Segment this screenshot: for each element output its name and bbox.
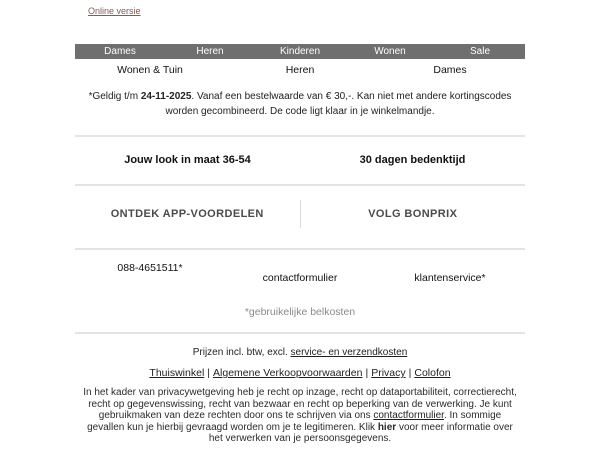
link-separator: | (408, 367, 412, 379)
contact-form-link[interactable]: contactformulier (262, 272, 338, 284)
promo-suffix: . Vanaf een bestelwaarde van € 30,-. Kan niet met andere kortingscodes worden gecombineerd. De code ligt klaar in je winkelmandje. (165, 91, 512, 117)
prices-note (75, 347, 525, 358)
privacy-link[interactable]: Privacy (371, 367, 406, 379)
promo-prefix: *Geldig t/m (88, 91, 141, 102)
privacy-text-part2: . In sommige gevallen kun je hierbij gevraagd worden om je te legitimeren. Klik (87, 410, 502, 433)
thuiswinkel-link[interactable]: Thuiswinkel (149, 367, 205, 379)
email-body (75, 0, 525, 445)
link-separator: | (365, 367, 369, 379)
nav-item-heren[interactable]: Heren (196, 46, 224, 57)
privacy-here-link[interactable]: hier (377, 421, 397, 433)
privacy-text-part3: voor meer informatie over het verwerken van je persoonsgegevens. (208, 421, 513, 445)
link-separator: | (207, 367, 211, 379)
terms-link[interactable]: Algemene Verkoopvoorwaarden (213, 367, 363, 379)
nav-item-wonen[interactable]: Wonen (374, 46, 406, 57)
secondary-navbar (75, 59, 525, 80)
promo-conditions-text (75, 89, 525, 119)
customer-service-link[interactable]: klantenservice* (414, 272, 486, 284)
features-row (75, 137, 525, 184)
nav-item-sale[interactable]: Sale (469, 46, 490, 57)
prices-prefix: Prijzen incl. btw, excl. (192, 347, 291, 358)
phone-number-link[interactable]: 088-4651511* (117, 262, 183, 274)
feature-return-period: 30 dagen bedenktijd (359, 154, 466, 166)
discover-app-benefits-link[interactable]: ONTDEK APP-VOORDELEN (110, 208, 264, 220)
privacy-contact-form-link[interactable]: contactformulier (373, 410, 444, 422)
online-version-link[interactable]: Online versie (88, 6, 141, 16)
promo-valid-date: 24-11-2025 (140, 91, 192, 102)
subnav-item-wonen-tuin[interactable]: Wonen & Tuin (117, 63, 183, 76)
main-navbar (75, 44, 525, 59)
privacy-rights-paragraph (79, 387, 521, 445)
colofon-link[interactable]: Colofon (414, 367, 451, 379)
app-links-row (75, 186, 525, 248)
contact-section (75, 250, 525, 332)
shipping-costs-link[interactable]: service- en verzendkosten (290, 347, 408, 358)
follow-bonprix-link[interactable]: VOLG BONPRIX (368, 208, 458, 220)
nav-item-kinderen[interactable]: Kinderen (279, 46, 321, 57)
divider (75, 332, 525, 334)
privacy-text-part1: In het kader van privacywetgeving heb je recht op inzage, recht op dataportabiliteit, correctierecht, recht op gegevenswissing, recht van bezwaar en recht op beperking van de verwerking. Je kunt gebruikmaken van deze rechten door ons te schrijven via ons (83, 387, 517, 422)
call-costs-note: *gebruikelijke belkosten (244, 306, 356, 318)
feature-sizes: Jouw look in maat 36-54 (124, 154, 251, 166)
nav-item-dames[interactable]: Dames (104, 46, 136, 57)
subnav-item-dames[interactable]: Dames (433, 63, 467, 76)
footer-links-row (75, 367, 525, 379)
subnav-item-heren[interactable]: Heren (285, 63, 315, 76)
